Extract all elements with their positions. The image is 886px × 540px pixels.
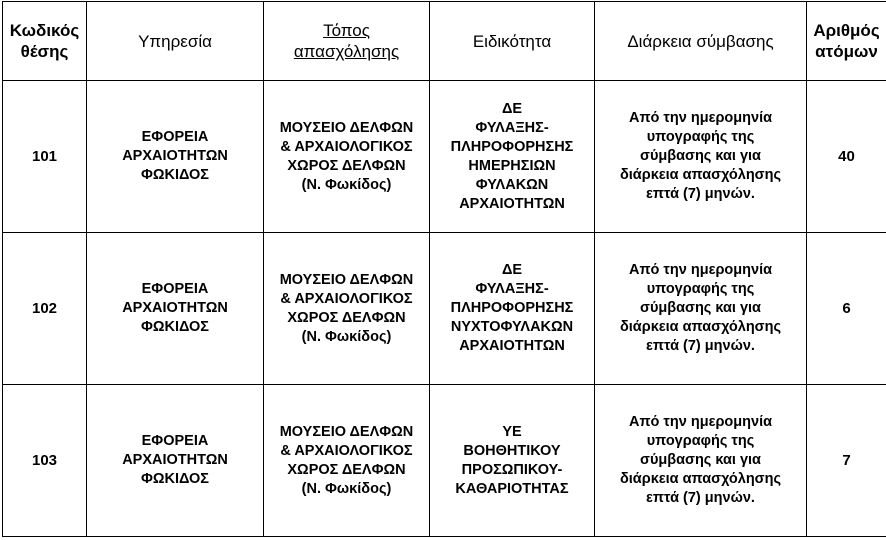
cell-service-line: ΑΡΧΑΙΟΤΗΤΩΝ [122, 148, 228, 164]
cell-duration [595, 385, 807, 537]
cell-service-line: ΑΡΧΑΙΟΤΗΤΩΝ [122, 452, 228, 468]
cell-duration-line: επτά (7) μηνών. [646, 490, 755, 506]
cell-duration-line: σύμβασης και για [640, 300, 761, 316]
cell-service [87, 385, 264, 537]
header-location [264, 2, 430, 81]
cell-specialty-line: ΝΥΧΤΟΦΥΛΑΚΩΝ [450, 319, 574, 335]
positions-table [2, 1, 886, 537]
cell-specialty-line: ΚΑΘΑΡΙΟΤΗΤΑΣ [455, 480, 569, 497]
cell-code: 102 [3, 233, 87, 385]
cell-specialty-line: ΑΡΧΑΙΟΤΗΤΩΝ [459, 338, 565, 354]
cell-service [87, 233, 264, 385]
cell-location-line: & ΑΡΧΑΙΟΛΟΓΙΚΟΣ [280, 138, 413, 155]
cell-location-line: ΧΩΡΟΣ ΔΕΛΦΩΝ [287, 461, 406, 478]
cell-service-line: ΕΦΟΡΕΙΑ [141, 433, 209, 449]
cell-location-line: ΧΩΡΟΣ ΔΕΛΦΩΝ [287, 157, 406, 174]
cell-duration [595, 81, 807, 233]
cell-service-line: ΕΦΟΡΕΙΑ [141, 129, 209, 145]
cell-specialty-line: ΗΜΕΡΗΣΙΩΝ [468, 157, 556, 174]
cell-specialty-line: ΥΕ [502, 423, 522, 440]
cell-location-line: ΜΟΥΣΕΙΟ ΔΕΛΦΩΝ [279, 423, 414, 440]
cell-duration-line: Από την ημερομηνία [628, 414, 773, 430]
cell-location [264, 233, 430, 385]
header-code [3, 2, 87, 81]
cell-location-line: & ΑΡΧΑΙΟΛΟΓΙΚΟΣ [280, 290, 413, 307]
cell-duration-line: Από την ημερομηνία [628, 262, 773, 278]
cell-duration-line: υπογραφής της [646, 433, 755, 449]
cell-specialty-line: ΦΥΛΑΚΩΝ [475, 176, 549, 193]
cell-service [87, 81, 264, 233]
cell-duration-line: διάρκεια απασχόλησης [619, 167, 781, 183]
cell-service-line: ΕΦΟΡΕΙΑ [141, 281, 209, 297]
cell-duration-line: επτά (7) μηνών. [646, 338, 755, 354]
header-duration-line: Διάρκεια σύμβασης [627, 31, 774, 51]
cell-specialty-line: ΠΛΗΡΟΦΟΡΗΣΗΣ [450, 300, 574, 316]
table-row [3, 233, 886, 385]
cell-specialty-line: ΠΡΟΣΩΠΙΚΟΥ- [461, 461, 563, 478]
cell-duration [595, 233, 807, 385]
header-persons [807, 2, 886, 81]
cell-persons: 6 [807, 233, 886, 385]
header-code-line: θέσης [20, 42, 69, 61]
cell-specialty-line: ΦΥΛΑΞΗΣ- [475, 281, 549, 297]
cell-location-line: ΧΩΡΟΣ ΔΕΛΦΩΝ [287, 309, 406, 326]
cell-specialty-line: ΔΕ [501, 262, 523, 278]
cell-duration-line: υπογραφής της [646, 281, 755, 297]
header-location-line: Τόπος [323, 21, 370, 40]
cell-duration-line: υπογραφής της [646, 129, 755, 145]
cell-specialty [430, 385, 595, 537]
cell-duration-line: Από την ημερομηνία [628, 110, 773, 126]
cell-duration-line: σύμβασης και για [640, 148, 761, 164]
cell-duration-line: σύμβασης και για [640, 452, 761, 468]
cell-specialty [430, 81, 595, 233]
cell-location-line: (Ν. Φωκίδος) [301, 176, 392, 193]
cell-location-line: ΜΟΥΣΕΙΟ ΔΕΛΦΩΝ [279, 119, 414, 136]
cell-specialty-line: ΦΥΛΑΞΗΣ- [475, 119, 549, 136]
header-specialty [430, 2, 595, 81]
header-service [87, 2, 264, 81]
cell-location-line: (Ν. Φωκίδος) [301, 328, 392, 345]
header-duration [595, 2, 807, 81]
header-location-line: απασχόλησης [293, 42, 400, 61]
cell-persons: 40 [807, 81, 886, 233]
table-row [3, 81, 886, 233]
cell-location [264, 81, 430, 233]
cell-service-line: ΦΩΚΙΔΟΣ [140, 471, 210, 487]
cell-code: 101 [3, 81, 87, 233]
header-persons-line: Αριθμός [813, 21, 880, 40]
header-persons-line: ατόμων [815, 42, 878, 61]
header-code-line: Κωδικός [9, 21, 80, 40]
cell-code: 103 [3, 385, 87, 537]
header-service-line: Υπηρεσία [138, 31, 212, 51]
cell-specialty-line: ΑΡΧΑΙΟΤΗΤΩΝ [459, 195, 565, 212]
table-header-row [3, 2, 886, 81]
cell-location-line: (Ν. Φωκίδος) [301, 480, 392, 497]
table-row [3, 385, 886, 537]
header-specialty-line: Ειδικότητα [472, 31, 552, 51]
cell-location-line: ΜΟΥΣΕΙΟ ΔΕΛΦΩΝ [279, 271, 414, 288]
cell-specialty-line: ΔΕ [501, 100, 523, 117]
cell-duration-line: διάρκεια απασχόλησης [619, 319, 781, 335]
cell-service-line: ΦΩΚΙΔΟΣ [140, 319, 210, 335]
cell-service-line: ΦΩΚΙΔΟΣ [140, 167, 210, 183]
cell-specialty [430, 233, 595, 385]
cell-location [264, 385, 430, 537]
cell-duration-line: επτά (7) μηνών. [646, 186, 755, 202]
cell-persons: 7 [807, 385, 886, 537]
cell-duration-line: διάρκεια απασχόλησης [619, 471, 781, 487]
cell-specialty-line: ΠΛΗΡΟΦΟΡΗΣΗΣ [450, 138, 574, 155]
cell-specialty-line: ΒΟΗΘΗΤΙΚΟΥ [463, 442, 561, 459]
cell-location-line: & ΑΡΧΑΙΟΛΟΓΙΚΟΣ [280, 442, 413, 459]
cell-service-line: ΑΡΧΑΙΟΤΗΤΩΝ [122, 300, 228, 316]
